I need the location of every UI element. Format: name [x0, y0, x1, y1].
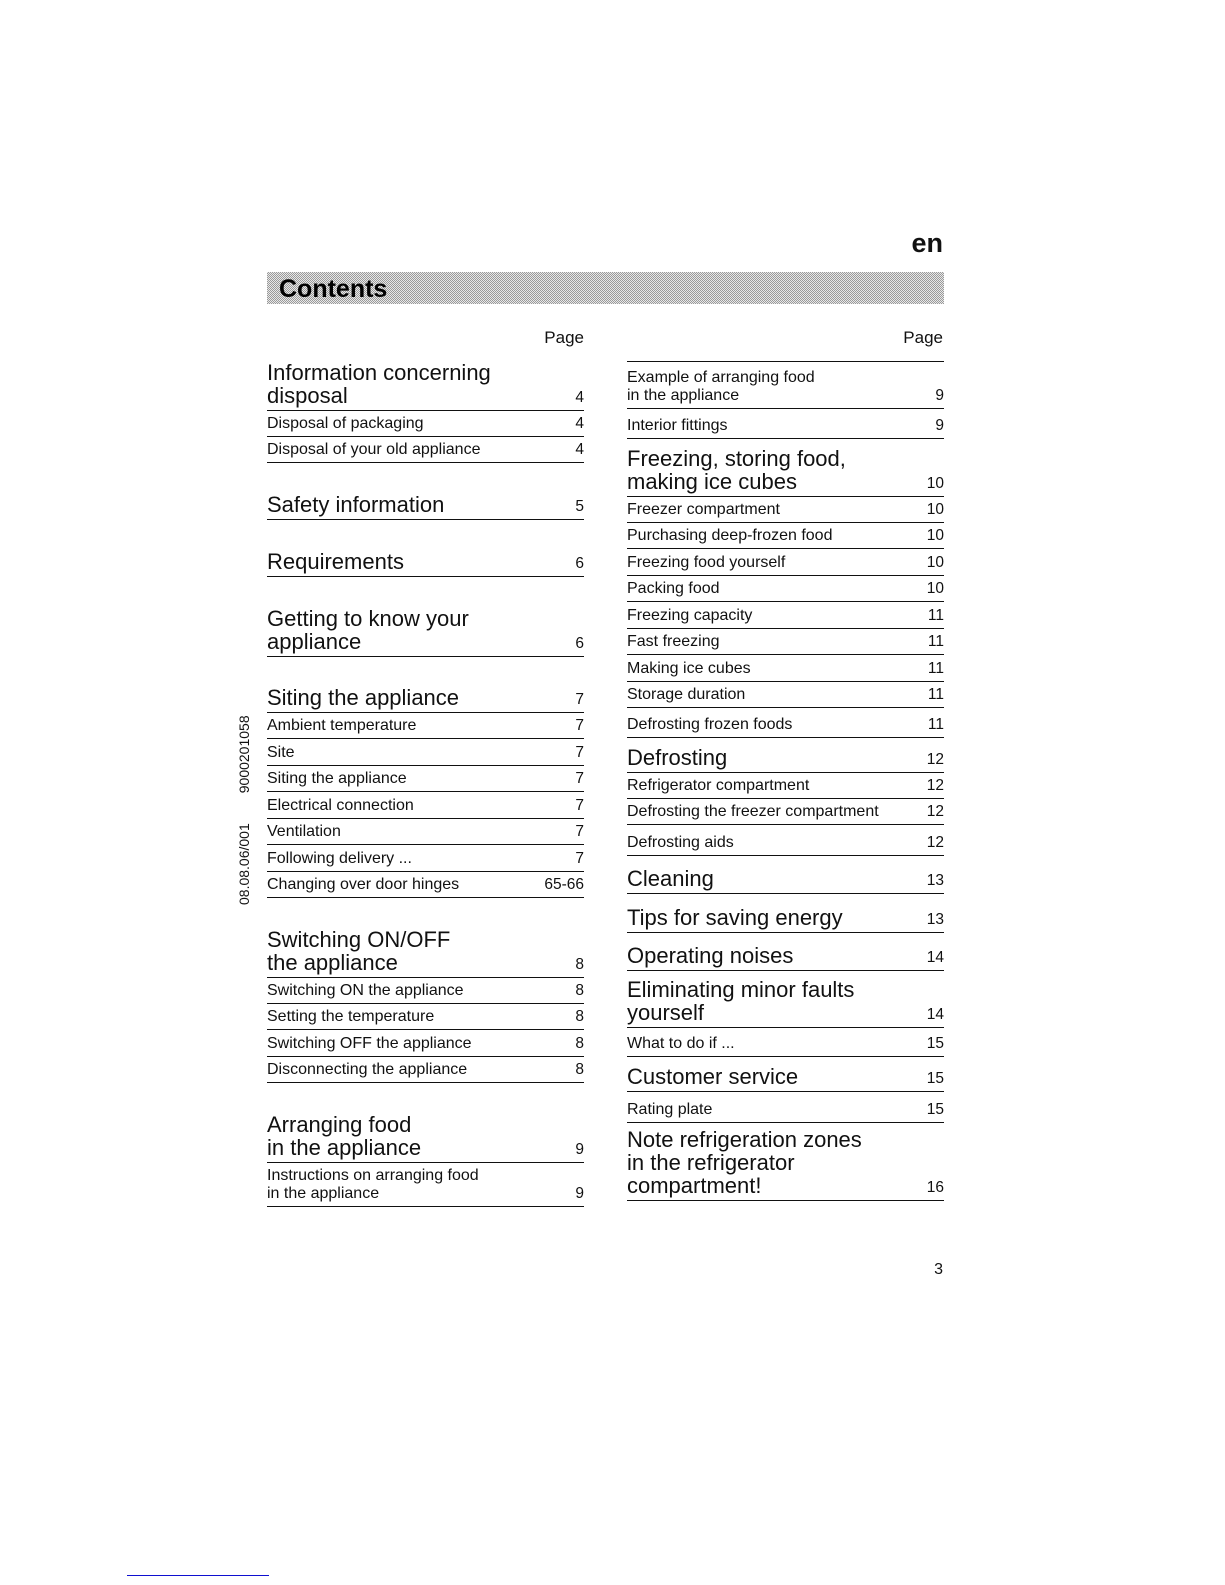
- toc-entry-title: Disposal of your old appliance: [267, 441, 481, 458]
- toc-entry-title: Eliminating minor faults yourself: [627, 977, 855, 1025]
- toc-entry[interactable]: [627, 971, 944, 1028]
- toc-entry-page: 4: [575, 441, 584, 458]
- toc-entry[interactable]: [627, 1123, 944, 1201]
- toc-entry-page: 5: [575, 498, 584, 515]
- toc-entry[interactable]: [627, 629, 944, 655]
- toc-entry-title: Customer service: [627, 1064, 799, 1089]
- toc-entry[interactable]: [267, 355, 584, 411]
- toc-entry-title: Freezer compartment: [627, 501, 780, 518]
- toc-entry-title: Switching ON/OFF the appliance: [267, 927, 451, 975]
- toc-entry-title: Fast freezing: [627, 633, 720, 650]
- right-page-header: Page: [903, 328, 943, 347]
- toc-entry[interactable]: [267, 437, 584, 463]
- toc-entry-page: 4: [575, 389, 584, 406]
- toc-entry[interactable]: [267, 872, 584, 898]
- toc-entry[interactable]: [627, 682, 944, 708]
- toc-entry[interactable]: [627, 523, 944, 549]
- toc-entry-title: Siting the appliance: [267, 770, 407, 787]
- toc-entry-page: 10: [926, 501, 944, 518]
- toc-entry[interactable]: [267, 766, 584, 792]
- toc-entry-page: 14: [926, 949, 944, 966]
- toc-entry[interactable]: [627, 825, 944, 856]
- toc-entry-title: Storage duration: [627, 686, 746, 703]
- left-page-header: Page: [544, 328, 584, 347]
- toc-entry-title: Packing food: [627, 580, 720, 597]
- toc-entry[interactable]: [627, 894, 944, 933]
- toc-entry[interactable]: [627, 1057, 944, 1092]
- toc-entry[interactable]: [627, 708, 944, 738]
- toc-entry-page: 15: [926, 1101, 944, 1118]
- toc-entry-title: Freezing capacity: [627, 607, 753, 624]
- toc-entry-title: Getting to know your appliance: [267, 606, 469, 654]
- toc-entry-page: 11: [927, 716, 944, 733]
- toc-entry[interactable]: [267, 1083, 584, 1163]
- toc-entry[interactable]: [267, 463, 584, 520]
- toc-entry-title: Switching OFF the appliance: [267, 1035, 472, 1052]
- toc-entry-title: Defrosting: [627, 745, 728, 770]
- toc-entry-title: Ambient temperature: [267, 717, 417, 734]
- toc-entry-page: 10: [926, 554, 944, 571]
- toc-entry-title: Arranging food in the appliance: [267, 1112, 422, 1160]
- toc-entry-page: 13: [926, 872, 944, 889]
- toc-entry-page: 16: [926, 1179, 944, 1196]
- toc-entry[interactable]: [627, 1092, 944, 1123]
- toc-entry-title: Siting the appliance: [267, 685, 460, 710]
- toc-entry-title: Instructions on arranging food in the appliance: [267, 1167, 479, 1202]
- toc-entry-page: 6: [575, 635, 584, 652]
- toc-entry[interactable]: [627, 439, 944, 497]
- toc-entry-page: 12: [926, 834, 944, 851]
- toc-entry[interactable]: [627, 1028, 944, 1057]
- toc-entry-page: 4: [575, 415, 584, 432]
- document-codes: [236, 685, 252, 905]
- toc-entry-title: Interior fittings: [627, 417, 728, 434]
- toc-entry[interactable]: [267, 819, 584, 845]
- toc-entry-title: Electrical connection: [267, 797, 414, 814]
- toc-entry-page: 8: [575, 982, 584, 999]
- toc-entry-page: 8: [575, 956, 584, 973]
- toc-entry[interactable]: [267, 1057, 584, 1083]
- toc-entry-page: 11: [927, 686, 944, 703]
- toc-entry[interactable]: [627, 362, 944, 409]
- toc-entry-page: 9: [575, 1185, 584, 1202]
- toc-entry[interactable]: [627, 576, 944, 602]
- toc-entry-title: Disconnecting the appliance: [267, 1061, 468, 1078]
- toc-entry[interactable]: [627, 549, 944, 576]
- toc-entry[interactable]: [267, 792, 584, 819]
- toc-entry[interactable]: [627, 738, 944, 773]
- contents-title: Contents: [279, 275, 388, 303]
- toc-entry[interactable]: [267, 845, 584, 872]
- toc-entry-page: 11: [927, 633, 944, 650]
- toc-entry-title: Cleaning: [627, 866, 714, 891]
- toc-entry-page: 65-66: [544, 876, 584, 893]
- language-code: en: [911, 228, 943, 258]
- toc-entry-page: 10: [926, 475, 944, 492]
- toc-entry-title: Information concerning disposal: [267, 360, 491, 408]
- date-code: 08.08.06/001: [236, 823, 252, 905]
- toc-entry-page: 7: [575, 850, 584, 867]
- toc-entry-page: 15: [926, 1035, 944, 1052]
- toc-entry[interactable]: [267, 577, 584, 657]
- toc-entry-title: Making ice cubes: [627, 660, 751, 677]
- toc-entry-page: 7: [575, 717, 584, 734]
- toc-entry-title: Switching ON the appliance: [267, 982, 464, 999]
- toc-entry-title: Defrosting frozen foods: [627, 716, 793, 733]
- toc-entry[interactable]: [267, 898, 584, 978]
- toc-entry-title: Refrigerator compartment: [627, 777, 810, 794]
- toc-entry-title: Freezing food yourself: [627, 554, 786, 571]
- toc-entry-page: 13: [926, 911, 944, 928]
- document-number: 9000201058: [236, 715, 252, 794]
- toc-entry-title: Safety information: [267, 492, 445, 517]
- toc-entry-page: 6: [575, 555, 584, 572]
- toc-entry-title: Defrosting the freezer compartment: [627, 803, 879, 820]
- toc-entry-title: Setting the temperature: [267, 1008, 435, 1025]
- toc-entry-page: 11: [927, 607, 944, 624]
- toc-entry-page: 7: [575, 770, 584, 787]
- toc-entry-page: 12: [926, 777, 944, 794]
- toc-entry[interactable]: [267, 713, 584, 739]
- toc-entry-page: 10: [926, 580, 944, 597]
- toc-entry-title: Changing over door hinges: [267, 876, 460, 893]
- page-number: 3: [934, 1261, 943, 1278]
- toc-entry[interactable]: [627, 799, 944, 825]
- toc-entry-title: Freezing, storing food, making ice cubes: [627, 446, 846, 494]
- toc-entry-page: 9: [575, 1141, 584, 1158]
- toc-entry-title: Rating plate: [627, 1101, 713, 1118]
- toc-entry-title: Tips for saving energy: [627, 905, 843, 930]
- toc-entry-title: Note refrigeration zones in the refrigerator compartment!: [627, 1127, 862, 1198]
- toc-entry-page: 10: [926, 527, 944, 544]
- toc-entry-title: Ventilation: [267, 823, 341, 840]
- toc-entry[interactable]: [267, 520, 584, 577]
- toc-entry[interactable]: [627, 933, 944, 971]
- toc-entry[interactable]: [267, 411, 584, 437]
- contents-title-bar: [267, 272, 944, 304]
- toc-entry[interactable]: [267, 1030, 584, 1057]
- toc-entry[interactable]: [627, 409, 944, 439]
- blue-rule: [127, 1575, 269, 1576]
- toc-entry[interactable]: [627, 773, 944, 799]
- toc-entry-page: 12: [926, 803, 944, 820]
- toc-entry-page: 7: [575, 691, 584, 708]
- toc-entry-page: 11: [927, 660, 944, 677]
- toc-entry-title: Defrosting aids: [627, 834, 734, 851]
- toc-entry-page: 7: [575, 823, 584, 840]
- toc-entry-page: 8: [575, 1061, 584, 1078]
- toc-entry-page: 7: [575, 797, 584, 814]
- toc-entry[interactable]: [627, 856, 944, 894]
- toc-entry-page: 15: [926, 1070, 944, 1087]
- toc-entry-page: 12: [926, 751, 944, 768]
- toc-entry[interactable]: [267, 1163, 584, 1207]
- toc-entry[interactable]: [267, 657, 584, 713]
- toc-entry-page: 7: [575, 744, 584, 761]
- toc-entry[interactable]: [627, 497, 944, 523]
- toc-entry-title: Following delivery ...: [267, 850, 412, 867]
- toc-entry-page: 9: [935, 387, 944, 404]
- toc-entry[interactable]: [267, 1004, 584, 1030]
- toc-entry-title: Site: [267, 744, 295, 761]
- toc-entry-title: Operating noises: [627, 943, 794, 968]
- toc-entry-title: Disposal of packaging: [267, 415, 424, 432]
- toc-entry[interactable]: [267, 978, 584, 1004]
- toc-entry[interactable]: [627, 655, 944, 682]
- toc-entry-page: 8: [575, 1035, 584, 1052]
- toc-entry-title: Purchasing deep-frozen food: [627, 527, 833, 544]
- toc-entry-page: 9: [935, 417, 944, 434]
- toc-entry[interactable]: [627, 602, 944, 629]
- toc-entry-title: What to do if ...: [627, 1035, 735, 1052]
- toc-entry[interactable]: [267, 739, 584, 766]
- toc-entry-page: 14: [926, 1006, 944, 1023]
- toc-entry-page: 8: [575, 1008, 584, 1025]
- toc-entry-title: Requirements: [267, 549, 404, 574]
- toc-entry-title: Example of arranging food in the appliance: [627, 369, 815, 404]
